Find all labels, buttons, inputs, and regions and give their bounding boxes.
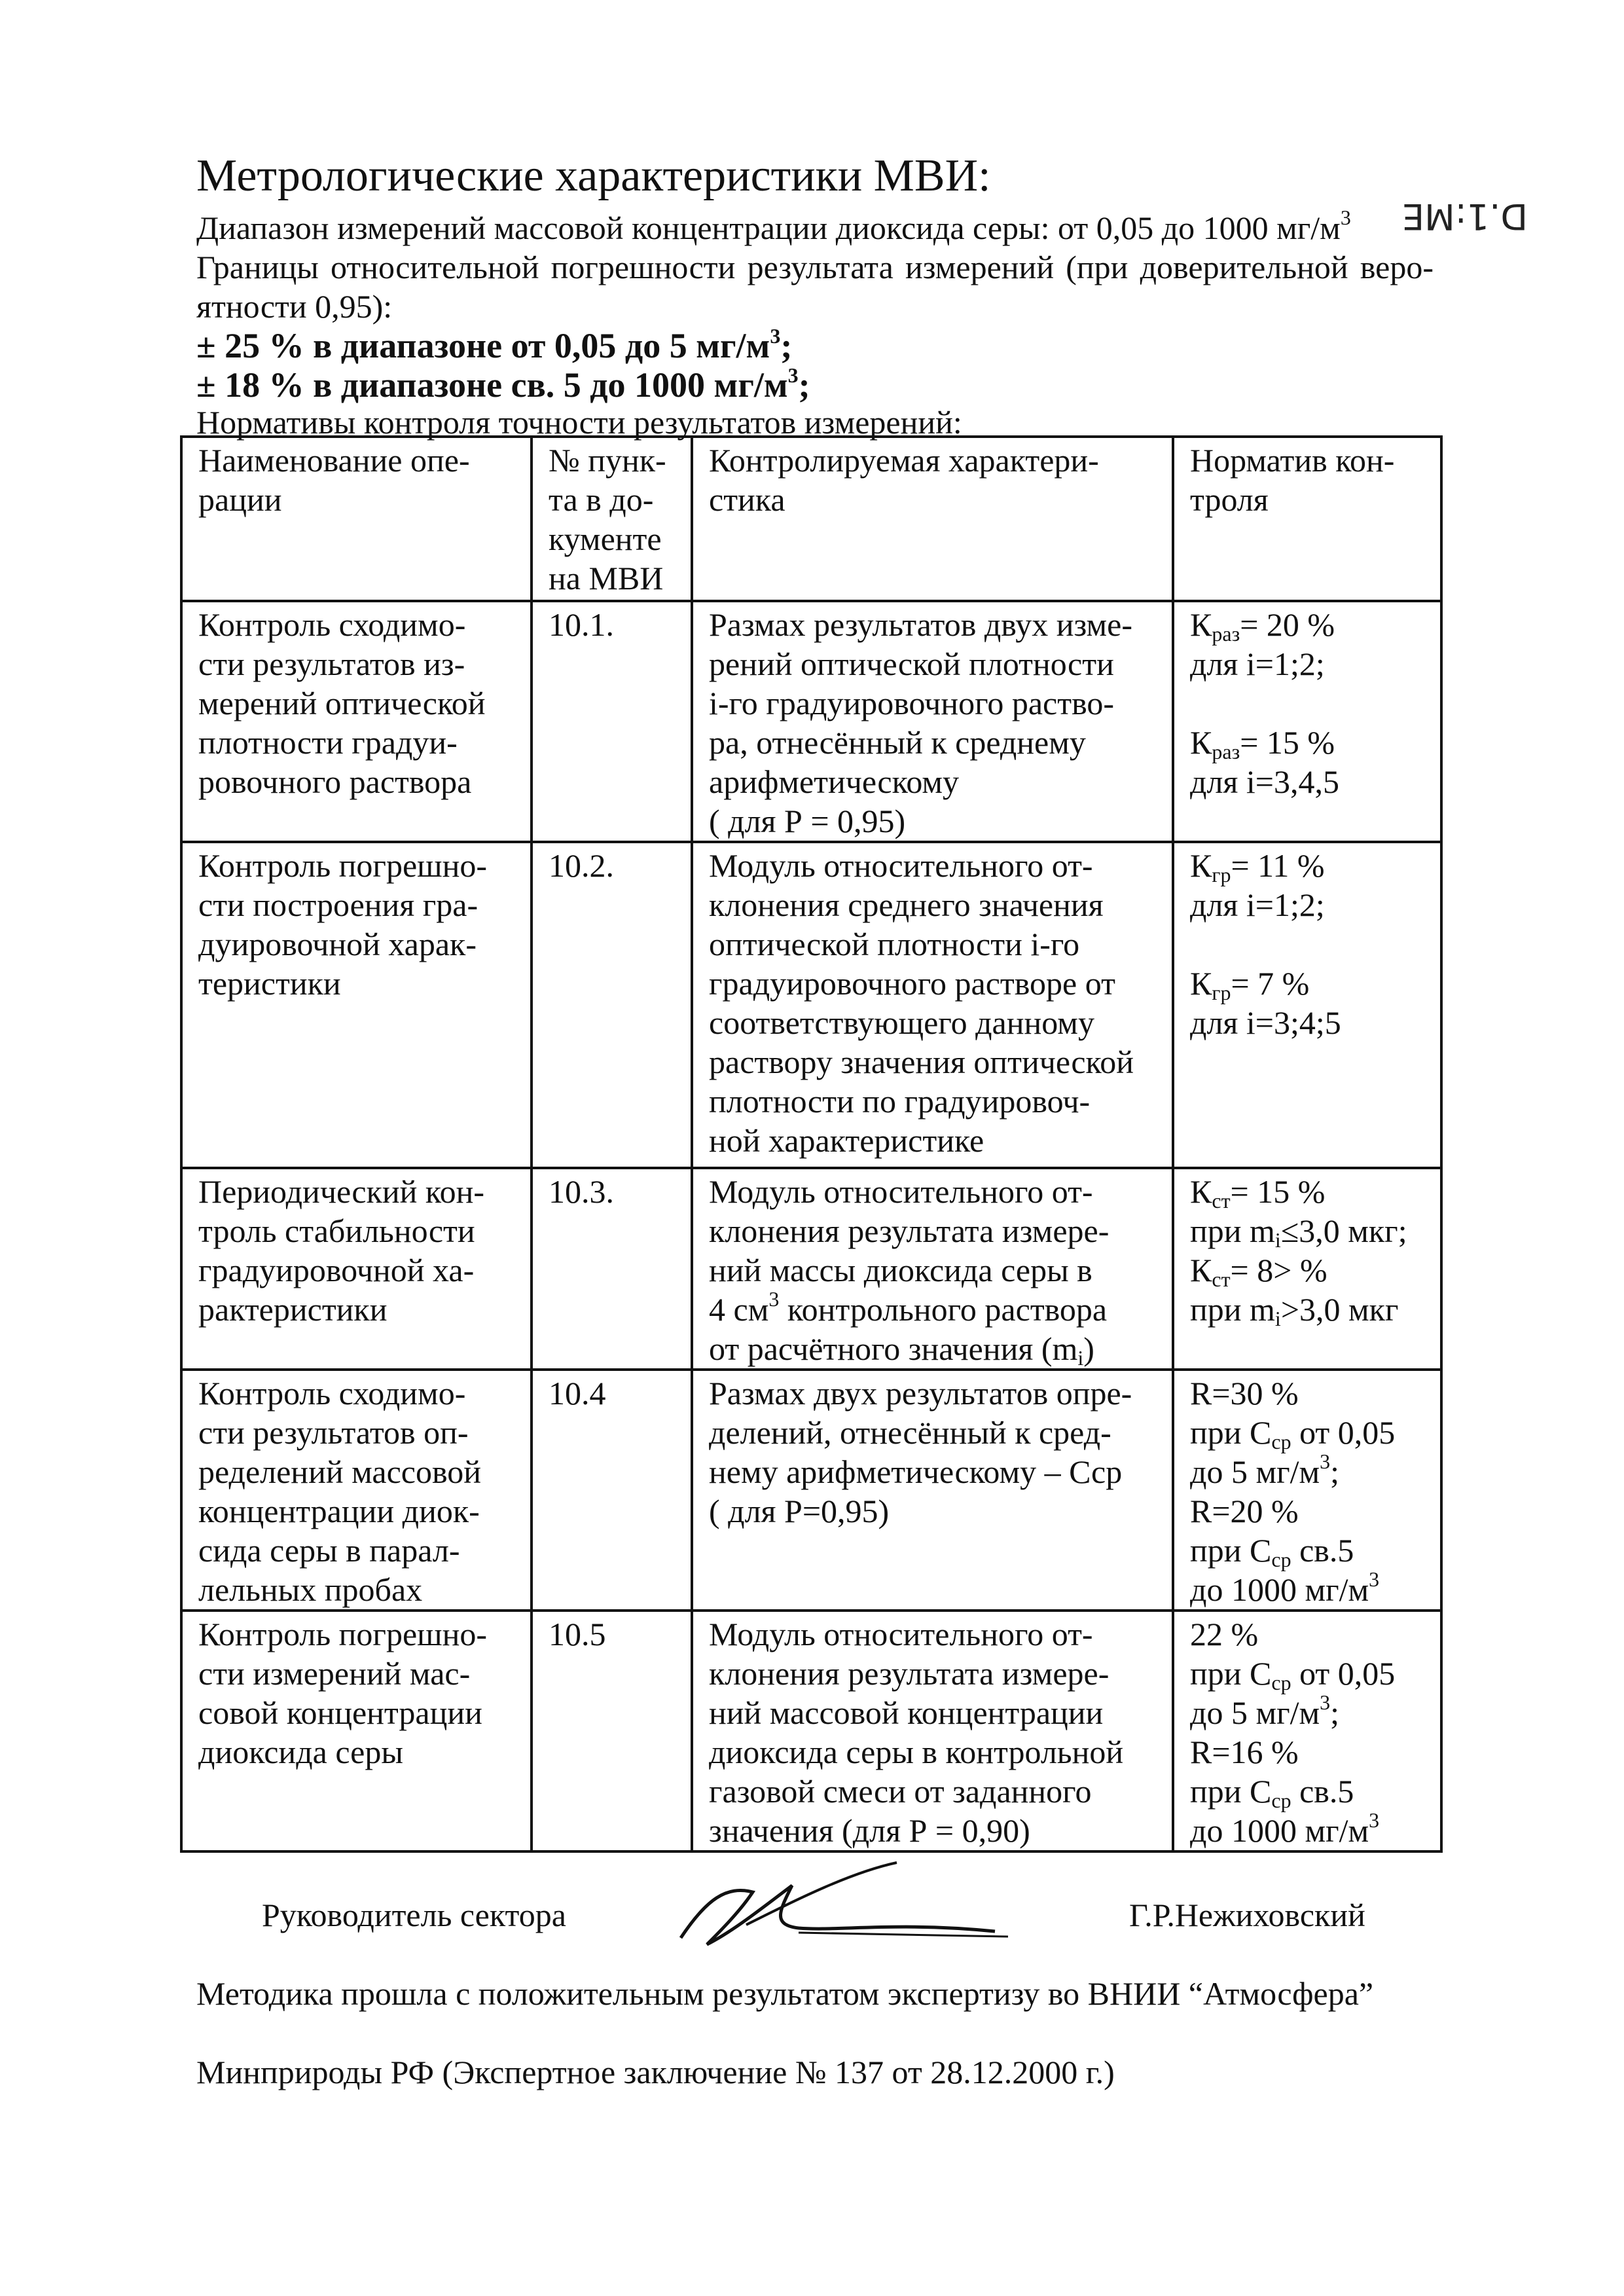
header-norm: Норматив кон- троля: [1173, 437, 1441, 601]
cell-operation: Контроль сходимо- сти результатов из- мерений оптической плотности градуи- ровочного раствора: [181, 601, 532, 842]
expertise-line-2: Минприроды РФ (Экспертное заключение № 137 от 28.12.2000 г.): [196, 2054, 1115, 2090]
cell-norm: $К_{гр}= 11$ % для i=1;2; $К_{гр}= 7$ % для i=3;4;5: [1173, 842, 1441, 1168]
signature-image: [668, 1859, 1015, 1958]
table-row: [181, 1168, 1441, 1370]
table-row: [181, 1611, 1441, 1851]
table-row: [181, 601, 1441, 842]
bound-a: ± 25 % в диапазоне от 0,05 до 5 $мг/м^3$;: [196, 324, 793, 365]
table-caption: Нормативы контроля точности результатов измерений:: [196, 404, 962, 441]
table-header-row: [181, 437, 1441, 601]
cell-norm: 22 % при $С_{ср}$ от 0,05 до 5 $мг/м^3$; R=16 % при $С_{ср}$ св.5 до 1000 $мг/м^3$: [1173, 1611, 1441, 1851]
norms-table: [180, 435, 1443, 1853]
cell-norm: R=30 % при $С_{ср}$ от 0,05 до 5 $мг/м^3$; R=20 % при $С_{ср}$ св.5 до 1000 $мг/м^3$: [1173, 1370, 1441, 1611]
cell-operation: Контроль погрешно- сти построения гра- дуировочной харак- теристики: [181, 842, 532, 1168]
cell-characteristic: Модуль относительного от- клонения результата измере- ний массовой концентрации диоксида серы в контрольной газовой смеси от заданного значения (для Р = 0,90): [692, 1611, 1173, 1851]
signer-role: Руководитель сектора: [262, 1897, 566, 1933]
header-characteristic: Контролируемая характери- стика: [692, 437, 1173, 601]
cell-item: 10.2.: [532, 842, 692, 1168]
expertise-line-1: Методика прошла с положительным результатом экспертизу во ВНИИ “Атмосфера”: [196, 1975, 1374, 2012]
cell-characteristic: Модуль относительного от- клонения результата измере- ний массы диоксида серы в 4 $см^3$ контрольного раствора от расчётного значения $(m_i)$: [692, 1168, 1173, 1370]
page-stamp: D.1:MЕ: [1402, 196, 1528, 237]
bound-b: ± 18 % в диапазоне св. 5 до 1000 $мг/м^3$;: [196, 363, 810, 405]
cell-norm: $К_{раз}= 20$ % для i=1;2; $К_{раз}= 15$ % для i=3,4,5: [1173, 601, 1441, 842]
cell-item: 10.1.: [532, 601, 692, 842]
cell-operation: Периодический кон- троль стабильности градуировочной ха- рактеристики: [181, 1168, 532, 1370]
cell-characteristic: Размах результатов двух изме- рений оптической плотности i-го градуировочного раство- ра, отнесённый к среднему арифметическому ( для Р = 0,95): [692, 601, 1173, 842]
cell-norm: $К_{ст}= 15$ % при $m_i\le 3,0$ мкг; $К_{ст}= 8>$ % при $m_i>3,0$ мкг: [1173, 1168, 1441, 1370]
bounds-line-2: ятности 0,95):: [196, 288, 393, 325]
cell-characteristic: Размах двух результатов опре- делений, отнесённый к сред- нему арифметическому – Сср ( для Р=0,95): [692, 1370, 1173, 1611]
page-title: Метрологические характеристики МВИ:: [196, 151, 991, 201]
signer-name: Г.Р.Нежиховский: [1129, 1897, 1365, 1933]
table-row: [181, 842, 1441, 1168]
header-item: № пунк- та в до- кументе на МВИ: [532, 437, 692, 601]
cell-characteristic: Модуль относительного от- клонения среднего значения оптической плотности i-го градуировочного растворе от соответствующего данному раствору значения оптической плотности по градуировоч- ной характеристике: [692, 842, 1173, 1168]
cell-operation: Контроль сходимо- сти результатов оп- ределений массовой концентрации диок- сида серы в парал- лельных пробах: [181, 1370, 532, 1611]
cell-operation: Контроль погрешно- сти измерений мас- совой концентрации диоксида серы: [181, 1611, 532, 1851]
bounds-line-1: Границы относительной погрешности результата измерений (при доверительной веро-: [196, 249, 1434, 285]
cell-item: 10.3.: [532, 1168, 692, 1370]
cell-item: 10.4: [532, 1370, 692, 1611]
table-row: [181, 1370, 1441, 1611]
cell-item: 10.5: [532, 1611, 692, 1851]
header-operation: Наименование опе- рации: [181, 437, 532, 601]
range-line: Диапазон измерений массовой концентрации диоксида серы: от 0,05 до 1000 $мг/м^3$: [196, 206, 1351, 246]
